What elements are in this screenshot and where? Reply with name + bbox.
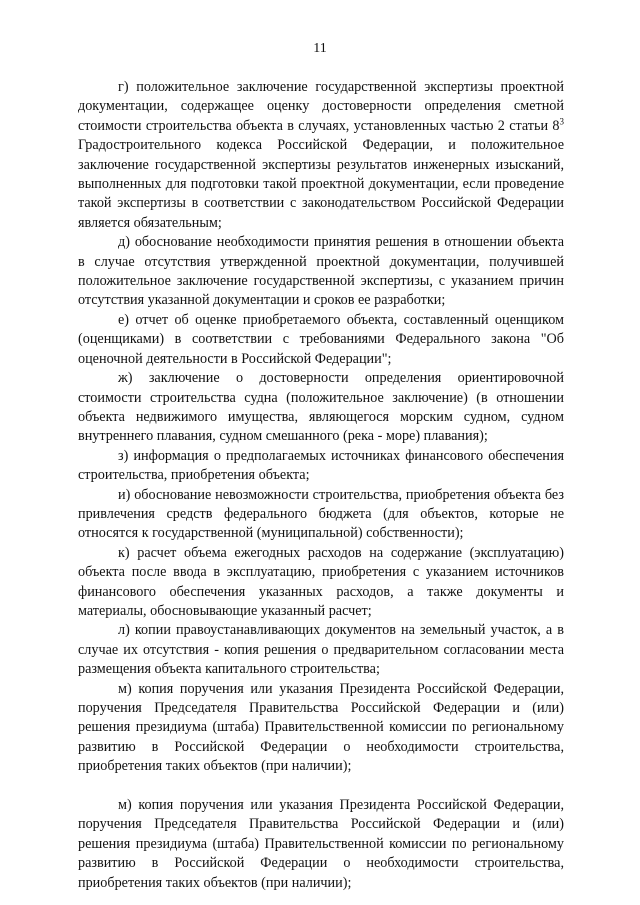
paragraph-g-text: г) положительное заключение государственной экспертизы проектной документации, содержащее оценку достоверности определения сметной стоимости строительства объекта в случаях, установленных частью 2 статьи 8 (78, 79, 564, 134)
article-superscript: 3 (559, 116, 564, 127)
paragraph-zh: ж) заключение о достоверности определения ориентировочной стоимости строительства судна (положительное заключение) (в отношении объекта недвижимого имущества, являющегося морским судном, судном внутреннего плавания, судном смешанного (река - море) плавания); (78, 370, 564, 445)
paragraph-m-repeated: м) копия поручения или указания Президента Российской Федерации, поручения Председателя Правительства Российской Федерации и (или) решения президиума (штаба) Правительственной комиссии по региональному развитию в Российской Федерации о необходимости строительства, приобретения таких объектов (при наличии); (78, 797, 564, 891)
paragraph-l: л) копии правоустанавливающих документов на земельный участок, а в случае их отсутствия - копия решения о предварительном согласовании места размещения объекта капитального строительства; (78, 622, 564, 678)
paragraph-g-text-continued: Градостроительного кодекса Российской Федерации, и положительное заключение государственной экспертизы результатов инженерных изысканий, выполненных для подготовки такой проектной документации, если проведение такой экспертизы в соответствии с законодательством Российской Федерации является обязательным; (78, 137, 564, 231)
paragraph-z: з) информация о предполагаемых источниках финансового обеспечения строительства, приобретения объекта; (78, 447, 564, 484)
paragraph-k: к) расчет объема ежегодных расходов на содержание (эксплуатацию) объекта после ввода в эксплуатацию, приобретения с указанием источников финансового обеспечения указанных расходов, а также документы и материалы, обосновывающие указанный расчет; (78, 544, 564, 619)
document-body (78, 78, 564, 893)
paragraph-m: м) копия поручения или указания Президента Российской Федерации, поручения Председателя Правительства Российской Федерации и (или) решения президиума (штаба) Правительственной комиссии по региональному развитию в Российской Федерации о необходимости строительства, приобретения таких объектов (при наличии); (78, 680, 564, 775)
paragraph-g (78, 78, 564, 233)
paragraph-d: д) обоснование необходимости принятия решения в отношении объекта в случае отсутствия утвержденной проектной документации, получившей положительное заключение государственной экспертизы, с указанием причин отсутствия указанной документации и сроков ее разработки; (78, 234, 564, 309)
page-number: 11 (313, 41, 327, 56)
paragraph-i: и) обоснование невозможности строительства, приобретения объекта без привлечения средств федерального бюджета (для объектов, которые не относятся к государственной (муниципальной) собственности); (78, 486, 564, 542)
paragraph-e: е) отчет об оценке приобретаемого объекта, составленный оценщиком (оценщиками) в соответствии с требованиями Федерального закона "Об оценочной деятельности в Российской Федерации"; (78, 311, 564, 367)
